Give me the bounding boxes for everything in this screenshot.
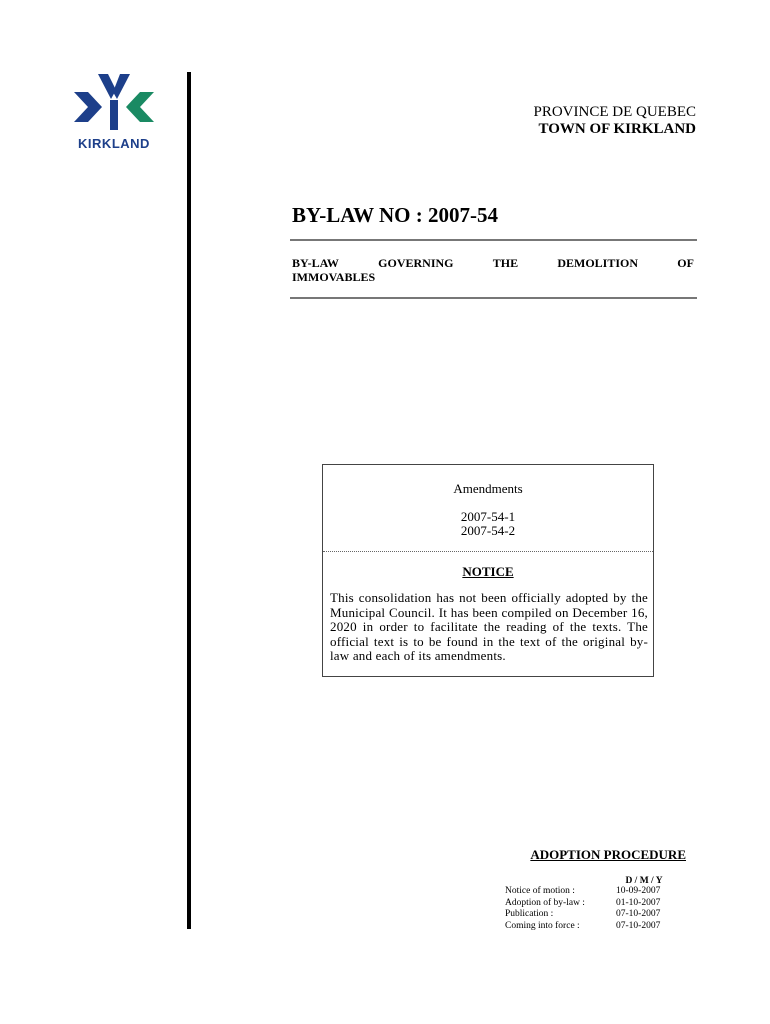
date-format-header: D / M / Y <box>625 876 663 886</box>
procedure-label: Coming into force : <box>505 920 580 931</box>
bylaw-title <box>292 256 694 284</box>
procedure-row <box>505 909 676 921</box>
amendment-item: 2007-54-1 <box>460 509 516 524</box>
amendment-item: 2007-54-2 <box>460 523 516 538</box>
amendments-list <box>323 510 653 538</box>
adoption-procedure-heading: ADOPTION PROCEDURE <box>530 847 686 862</box>
procedure-label: Adoption of by-law : <box>505 897 585 908</box>
title-line-2: IMMOVABLES <box>292 270 376 284</box>
bylaw-number: BY-LAW NO : 2007-54 <box>292 203 498 227</box>
procedure-date: 10-09-2007 <box>616 886 661 896</box>
adoption-procedure-table <box>505 886 676 932</box>
notice-heading: NOTICE <box>462 564 514 579</box>
town-name: TOWN OF KIRKLAND <box>538 121 696 137</box>
procedure-date: 07-10-2007 <box>616 909 661 919</box>
province-name: PROVINCE DE QUEBEC <box>533 104 696 120</box>
title-rule-top <box>290 239 697 241</box>
procedure-date: 07-10-2007 <box>616 920 661 931</box>
amendments-heading: Amendments <box>453 481 523 496</box>
title-word: GOVERNING <box>378 256 454 270</box>
title-rule-bottom <box>290 297 697 299</box>
procedure-date: 01-10-2007 <box>616 897 661 908</box>
title-word: OF <box>677 256 694 270</box>
notice-text: This consolidation has not been officially adopted by the Municipal Council. It has been compiled on December 16, 2020 in order to facilitate the reading of the texts. The official text is to be found in the text of the original by-law and each of its amendments. <box>330 590 648 664</box>
header-block <box>440 104 696 138</box>
box-divider <box>323 551 653 552</box>
procedure-row <box>505 921 676 933</box>
title-word: THE <box>492 256 519 270</box>
title-word: DEMOLITION <box>557 256 639 270</box>
vertical-divider <box>187 72 191 929</box>
procedure-row <box>505 886 676 898</box>
logo-wordmark: KIRKLAND <box>78 136 150 151</box>
procedure-row <box>505 898 676 910</box>
procedure-label: Notice of motion : <box>505 886 575 896</box>
procedure-label: Publication : <box>505 909 554 919</box>
title-word: BY-LAW <box>292 256 339 270</box>
amendments-notice-box <box>322 464 654 677</box>
kirkland-logo <box>58 72 170 154</box>
kirkland-emblem-icon <box>58 72 170 134</box>
